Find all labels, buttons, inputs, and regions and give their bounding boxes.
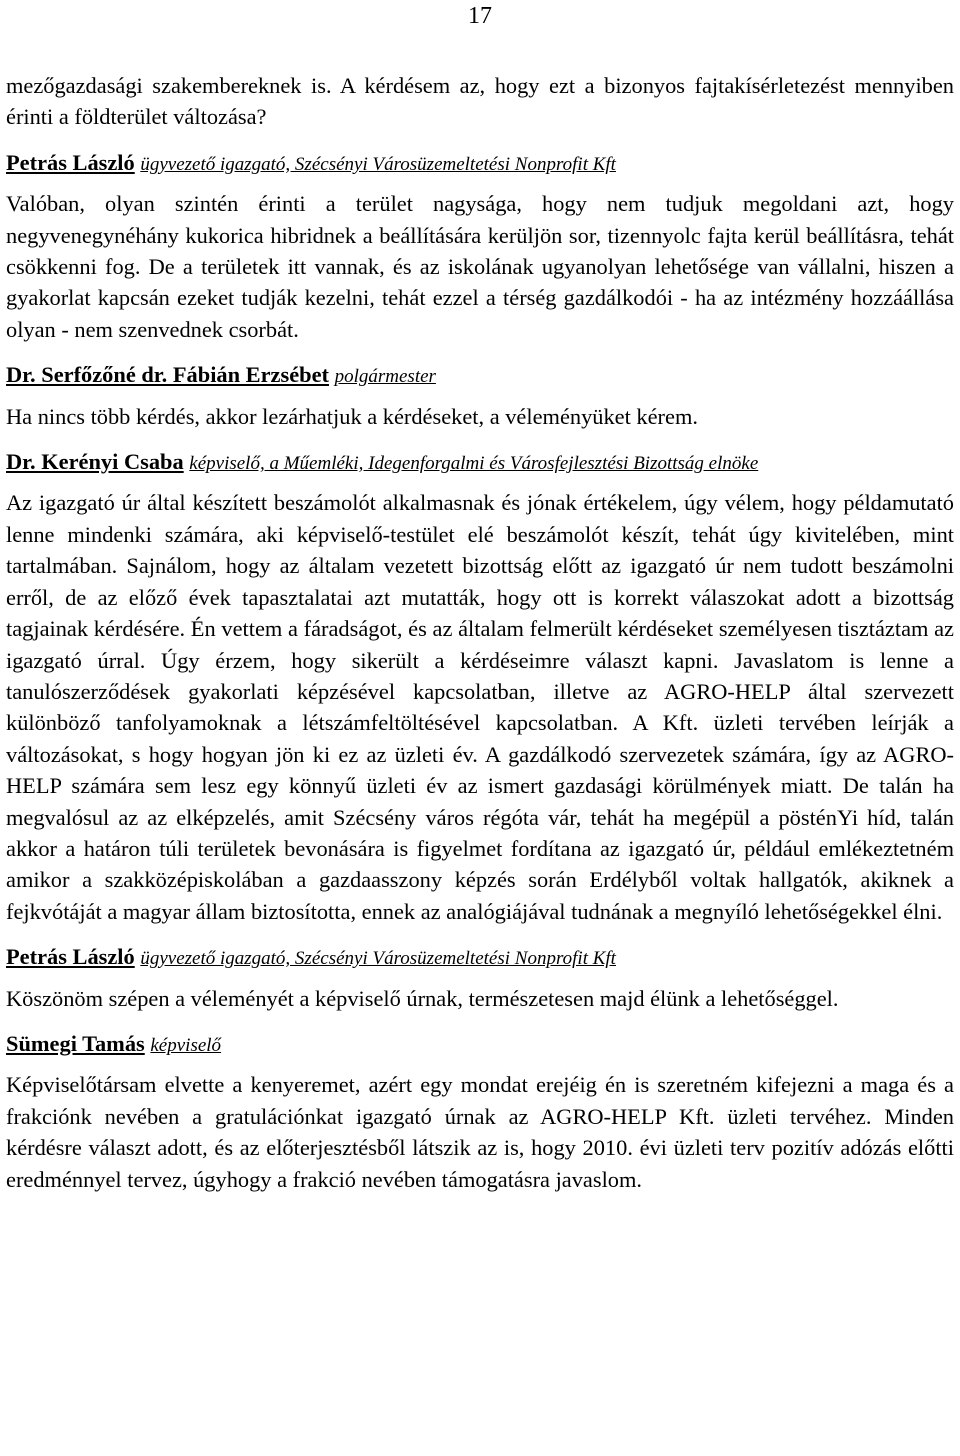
speaker-heading (6, 446, 954, 479)
speaker-heading (6, 147, 954, 180)
paragraph: mezőgazdasági szakembereknek is. A kérdésem az, hogy ezt a bizonyos fajtakísérletezést mennyiben érinti a földterület változása? (6, 73, 954, 130)
speaker-role: képviselő (150, 1034, 222, 1056)
paragraph: Köszönöm szépen a véleményét a képviselő úrnak, természetesen majd élünk a lehetőséggel. (6, 985, 839, 1011)
paragraph: Képviselőtársam elvette a kenyeremet, azért egy mondat erejéig én is szeretném kifejezni a maga és a frakciónk nevében a gratulációnkat igazgató úrnak az AGRO-HELP Kft. üzleti tervéhez. Minden kérdésre választ adott, és az előterjesztésből látszik az is, hogy 2010. évi üzleti terv pozitív adózás előtti eredménnyel tervez, úgyhogy a frakció nevében támogatásra javaslom. (6, 1072, 954, 1192)
paragraph: Az igazgató úr által készített beszámolót alkalmasnak és jónak értékelem, úgy vélem, hogy példamutató lenne mindenki számára, aki képviselő-testület elé beszámolót készít, tehát úgy kivitelében, mint tartalmában. Sajnálom, hogy az általam vezetett bizottság előtt az igazgató úr nem tudott beszámolni erről, de az előző évek tapasztalatai azt mutatták, hogy ott is korrekt válaszokat adott a bizottság tagjainak kérdésére. Én vettem a fáradságot, és az általam felmerült kérdéseket személyesen tisztáztam az igazgató úrral. Úgy érzem, hogy sikerült a kérdéseimre választ kapni. Javaslatom is lenne a tanulószerződések gyakorlati képzésével kapcsolatban, illetve az AGRO-HELP által szervezett különböző tanfolyamoknak a létszámfeltöltésével kapcsolatban. A Kft. üzleti tervében leírják a változásokat, s hogy hogyan jön ki ez az üzleti év. A gazdálkodó szervezetek számára, így az AGRO-HELP számára sem lesz egy könnyű üzleti év az ismert gazdasági körülmények miatt. De talán ha megvalósul az az elképzelés, amit Szécsény város régóta vár, tehát ha megépül a pösténYi híd, talán akkor a határon túli területek bevonására is figyelmet fordítana az igazgató úr, például emlékeztetném amikor a szakközépiskolában a gazdaasszony képzés során Erdélyből voltak hallgatók, akiknek a fejkvótáját a magyar állam biztosította, ennek az analógiájával tudnának a megnyíló lehetőségekkel élni. (6, 490, 954, 924)
speaker-name: Dr. Serfőzőné dr. Fábián Erzsébet (6, 362, 329, 388)
speaker-name: Sümegi Tamás (6, 1030, 145, 1056)
speaker-name: Petrás László (6, 149, 135, 175)
speaker-name: Petrás László (6, 944, 135, 970)
paragraph: Valóban, olyan szintén érinti a terület nagysága, hogy nem tudjuk megoldani azt, hogy negyvenegynéhány kukorica hibridnek a beállítására kerüljön sor, tizennyolc fajta kerül beállításra, tehát csökkenni fog. De a területek itt vannak, és az iskolának ugyanolyan lehetősége van vállalni, hiszen a gyakorlat kapcsán ezeket tudják kezelni, tehát ezzel a térség gazdálkodói - ha az intézmény hozzáállása olyan - nem szenvednek csorbát. (6, 191, 954, 342)
speaker-role: ügyvezető igazgató, Szécsényi Városüzemeltetési Nonprofit Kft (140, 948, 616, 970)
speaker-role: polgármester (334, 366, 436, 388)
speaker-name: Dr. Kerényi Csaba (6, 449, 184, 475)
speaker-role: képviselő, a Műemléki, Idegenforgalmi és Városfejlesztési Bizottság elnöke (189, 453, 759, 475)
speaker-heading (6, 359, 954, 392)
page-number: 17 (468, 3, 492, 29)
speaker-heading (6, 1028, 954, 1061)
speaker-heading (6, 941, 954, 974)
paragraph: Ha nincs több kérdés, akkor lezárhatjuk a kérdéseket, a véleményüket kérem. (6, 403, 698, 429)
speaker-role: ügyvezető igazgató, Szécsényi Városüzemeltetési Nonprofit Kft (140, 153, 616, 175)
document-body (6, 70, 954, 1195)
